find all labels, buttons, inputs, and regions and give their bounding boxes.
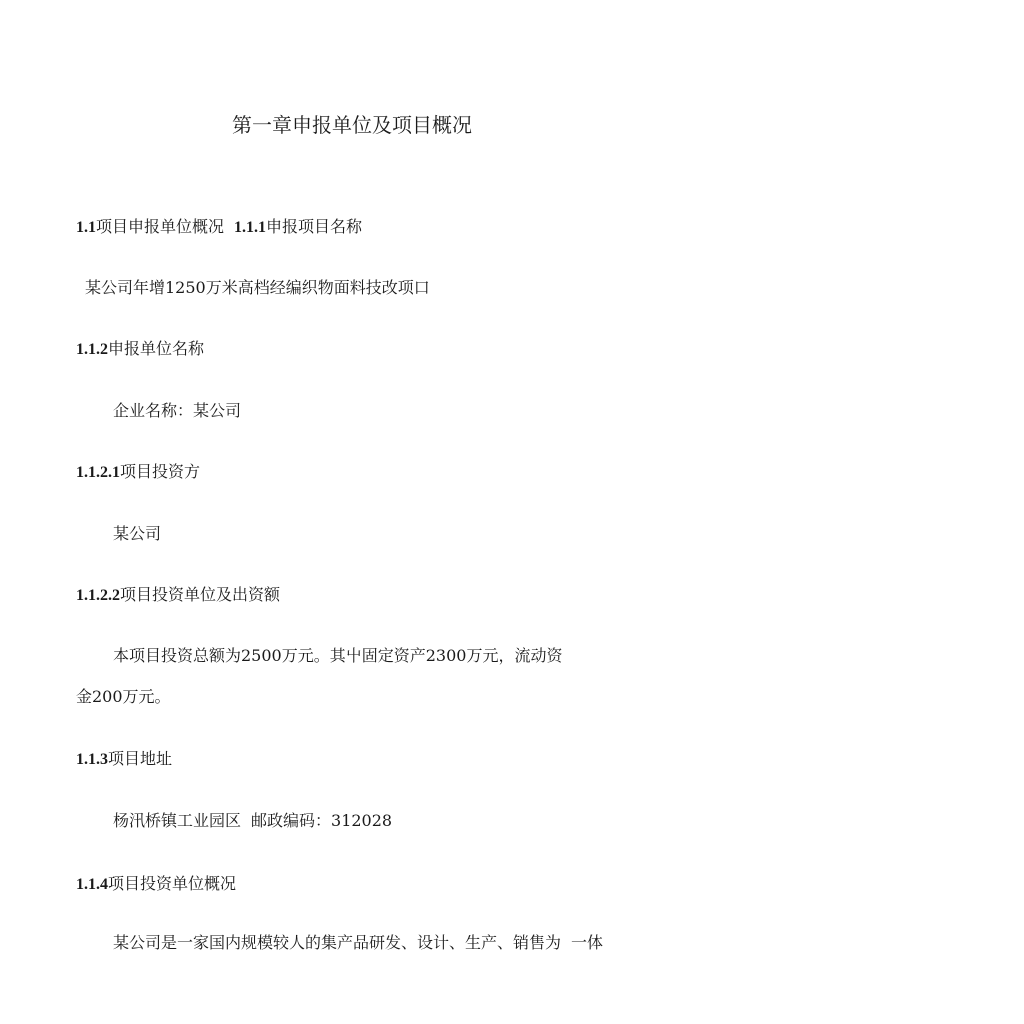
chapter-title: 第一章申报单位及项目概况 (232, 113, 472, 137)
heading-1-1-2-1 (76, 462, 200, 483)
section-number: 1.1.2.2 (76, 587, 120, 604)
section-title: 项目投资单位及出资额 (120, 585, 281, 604)
section-title: 申报单位名称 (108, 339, 205, 358)
overview-paragraph (113, 933, 603, 953)
section-number: 1.1.1 (234, 219, 267, 236)
section-number: 1.1.2.1 (76, 464, 120, 481)
company-name-paragraph: 企业名称：某公司 (113, 401, 242, 420)
section-title: 项目申报单位概况 (96, 217, 225, 236)
section-title: 申报项目名称 (266, 217, 363, 236)
heading-1-1-4 (76, 874, 236, 895)
section-number: 1.1 (76, 219, 96, 236)
section-title: 项目投资方 (120, 462, 201, 481)
heading-1-1-3 (76, 749, 172, 770)
overview-text-end: 一体 (571, 933, 604, 952)
heading-1-1-2-2 (76, 585, 280, 606)
section-title: 项目投资单位概况 (108, 874, 237, 893)
investment-paragraph-line-2: 金200万元。 (76, 687, 171, 706)
investor-paragraph: 某公司 (113, 524, 162, 543)
address-paragraph (113, 811, 392, 831)
postal-code-text: 邮政编码：312028 (251, 811, 393, 830)
section-number: 1.1.4 (76, 876, 108, 893)
section-number: 1.1.2 (76, 341, 108, 358)
heading-1-1-2 (76, 339, 204, 360)
project-name-paragraph: 某公司年增1250万米高档经编织物面料技改项口 (85, 278, 430, 297)
overview-text: 某公司是一家国内规模较人的集产品研发、设计、生产、销售为 (113, 933, 562, 952)
section-title: 项目地址 (108, 749, 173, 768)
investment-paragraph-line-1: 本项目投资总额为2500万元。其屮固定资产2300万元，流动资 (113, 646, 563, 665)
address-text: 杨汛桥镇工业园区 (113, 811, 242, 830)
heading-1-1 (76, 217, 362, 238)
section-number: 1.1.3 (76, 751, 108, 768)
